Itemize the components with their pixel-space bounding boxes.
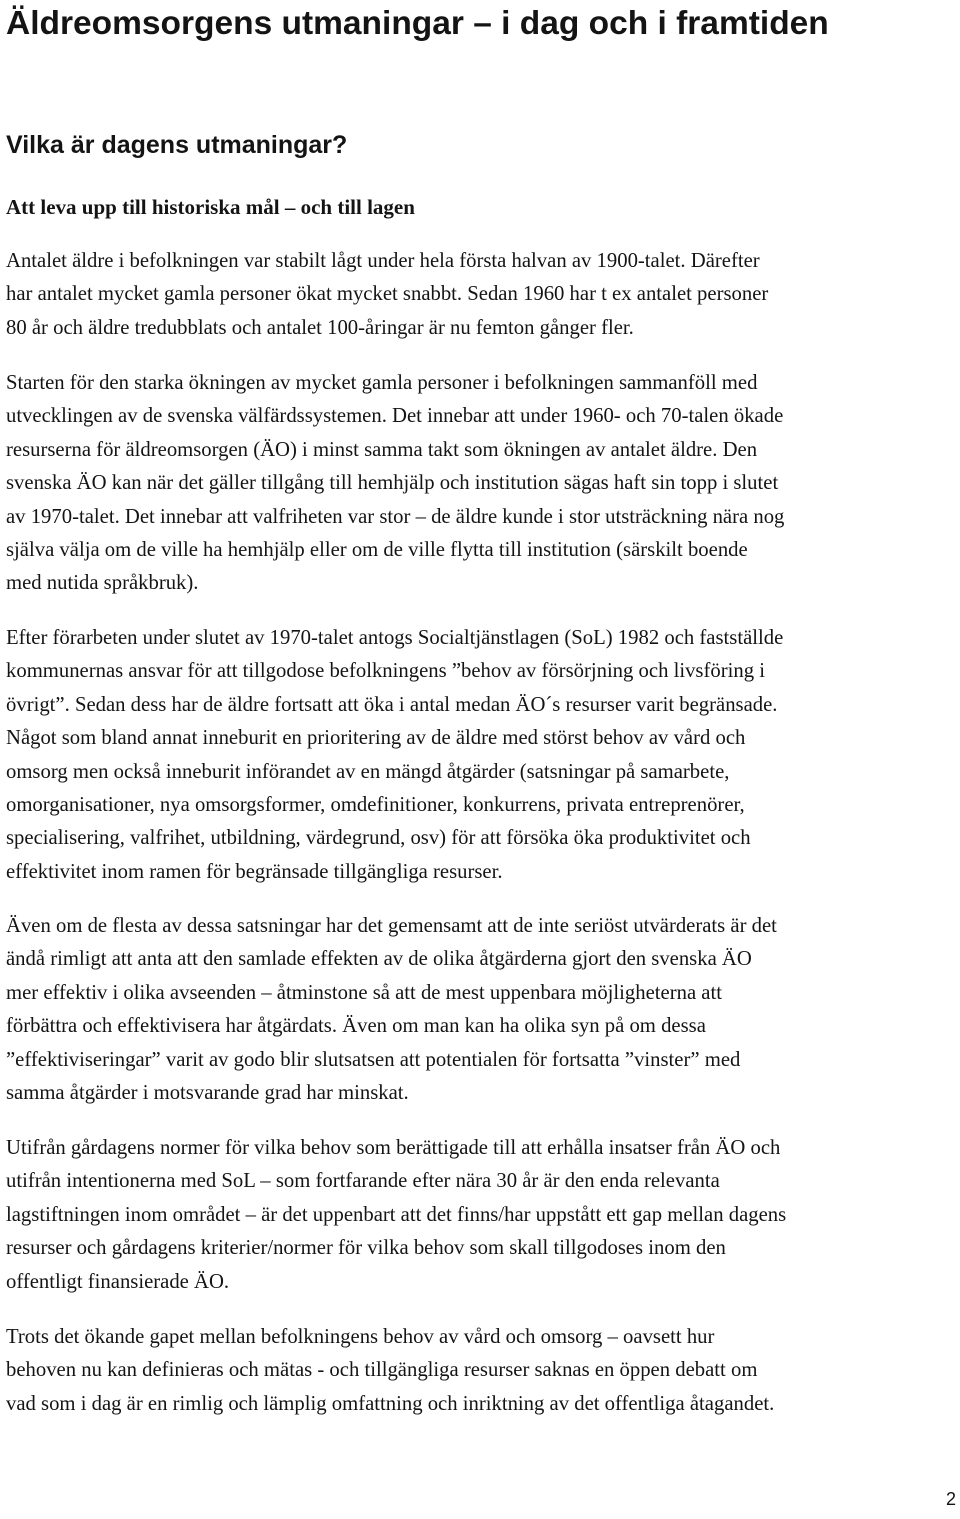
paragraph-2 bbox=[6, 367, 784, 601]
paragraph-1 bbox=[6, 245, 768, 345]
text-line: vad som i dag är en rimlig och lämplig omfattning och inriktning av det offentliga åtagandet. bbox=[6, 1392, 775, 1415]
text-line: har antalet mycket gamla personer ökat mycket snabbt. Sedan 1960 har t ex antalet personer bbox=[6, 283, 769, 306]
paragraph-6 bbox=[6, 1321, 774, 1421]
text-line: samma åtgärder i motsvarande grad har minskat. bbox=[6, 1082, 409, 1105]
text-line: Även om de flesta av dessa satsningar har det gemensamt att de inte seriöst utvärderats är det bbox=[6, 915, 777, 937]
text-line: kommunernas ansvar för att tillgodose befolkningens ”behov av försörjning och livsföring i bbox=[6, 660, 765, 683]
text-line: lagstiftningen inom området – är det uppenbart att det finns/har uppstått ett gap mellan dagens bbox=[6, 1203, 787, 1226]
text-line: övrigt”. Sedan dess har de äldre fortsatt att öka i antal medan ÄO´s resurser varit begränsade. bbox=[6, 693, 778, 716]
text-line: Något som bland annat inneburit en prioritering av de äldre med störst behov av vård och bbox=[6, 727, 746, 750]
subsection-heading: Att leva upp till historiska mål – och till lagen bbox=[6, 195, 415, 219]
text-line: ändå rimligt att anta att den samlade effekten av de olika åtgärderna gjort den svenska ÄO bbox=[6, 948, 752, 971]
text-line: specialisering, valfrihet, utbildning, värdegrund, osv) för att försöka öka produktivitet och bbox=[6, 827, 751, 850]
text-line: av 1970-talet. Det innebar att valfriheten var stor – de äldre kunde i stor utsträckning nära nog bbox=[6, 505, 785, 528]
text-line: resurser och gårdagens kriterier/normer för vilka behov som skall tillgodoses inom den bbox=[6, 1237, 726, 1260]
text-line: svenska ÄO kan när det gäller tillgång till hemhjälp och institution sägas haft sin topp i slutet bbox=[6, 472, 779, 495]
text-line: utvecklingen av de svenska välfärdssystemen. Det innebar att under 1960- och 70-talen ökade bbox=[6, 405, 784, 428]
text-line: mer effektiv i olika avseenden – åtminstone så att de mest uppenbara möjligheterna att bbox=[6, 981, 722, 1004]
text-line: behoven nu kan definieras och mätas - och tillgängliga resurser saknas en öppen debatt om bbox=[6, 1359, 758, 1382]
text-line: med nutida språkbruk). bbox=[6, 572, 199, 595]
text-line: omsorg men också inneburit införandet av en mängd åtgärder (satsningar på samarbete, bbox=[6, 760, 730, 783]
section-heading: Vilka är dagens utmaningar? bbox=[6, 131, 348, 159]
text-line: Efter förarbeten under slutet av 1970-talet antogs Socialtjänstlagen (SoL) 1982 och fastställde bbox=[6, 627, 784, 649]
paragraph-4 bbox=[6, 910, 777, 1110]
text-line: Trots det ökande gapet mellan befolkningens behov av vård och omsorg – oavsett hur bbox=[6, 1326, 715, 1348]
text-line: effektivitet inom ramen för begränsade tillgängliga resurser. bbox=[6, 860, 503, 883]
text-line: offentligt finansierade ÄO. bbox=[6, 1270, 230, 1293]
text-line: förbättra och effektivisera har åtgärdats. Även om man kan ha olika syn på om dessa bbox=[6, 1015, 706, 1038]
text-line: 80 år och äldre tredubblats och antalet 100-åringar är nu femton gånger fler. bbox=[6, 316, 634, 339]
text-line: Utifrån gårdagens normer för vilka behov som berättigade till att erhålla insatser från ÄO och bbox=[6, 1137, 781, 1159]
text-line: Starten för den starka ökningen av mycket gamla personer i befolkningen sammanföll med bbox=[6, 372, 758, 394]
text-line: omorganisationer, nya omsorgsformer, omdefinitioner, konkurrens, privata entreprenörer, bbox=[6, 794, 745, 817]
text-line: resurserna för äldreomsorgen (ÄO) i minst samma takt som ökningen av antalet äldre. Den bbox=[6, 438, 758, 461]
text-line: ”effektiviseringar” varit av godo blir slutsatsen att potentialen för fortsatta ”vinster” med bbox=[6, 1048, 741, 1071]
page-number: 2 bbox=[945, 1489, 956, 1509]
text-line: själva välja om de ville ha hemhjälp eller om de ville flytta till institution (särskilt boende bbox=[6, 539, 748, 562]
document-title: Äldreomsorgens utmaningar – i dag och i framtiden bbox=[6, 5, 829, 42]
text-line: utifrån intentionerna med SoL – som fortfarande efter nära 30 år är den enda relevanta bbox=[6, 1170, 720, 1193]
text-line: Antalet äldre i befolkningen var stabilt lågt under hela första halvan av 1900-talet. Därefter bbox=[6, 250, 760, 272]
paragraph-5 bbox=[6, 1132, 786, 1299]
paragraph-3 bbox=[6, 622, 783, 889]
